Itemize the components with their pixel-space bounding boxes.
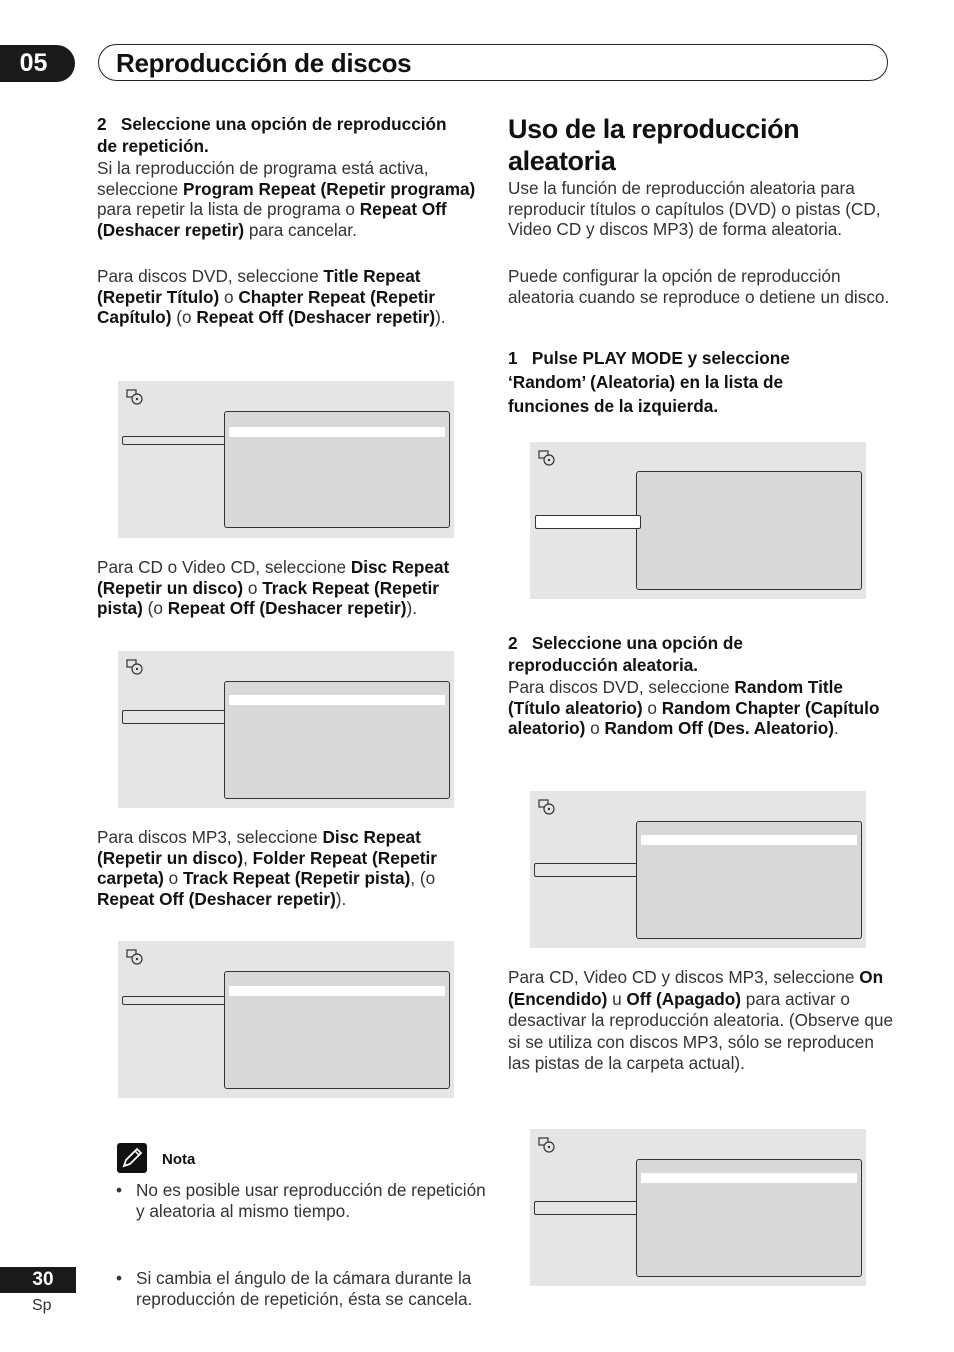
note-item: • No es posible usar reproducción de repetición y aleatoria al mismo tiempo. [116, 1180, 491, 1221]
note-item: • Si cambia el ángulo de la cámara durante la reproducción de repetición, ésta se cancela. [116, 1268, 491, 1309]
section-heading-random: Uso de la reproducción aleatoria [508, 114, 800, 176]
step-2-random: 2 Seleccione una opción de reproducción aleatoria. [508, 633, 743, 675]
osd-selected-option [641, 1173, 857, 1183]
dvd-disc-icon [538, 450, 556, 466]
osd-selected-option [229, 986, 445, 996]
osd-selected-option [229, 695, 445, 705]
osd-function-random-selected [535, 515, 641, 529]
osd-screen-dvd-repeat [118, 381, 454, 538]
osd-function-list-item [122, 436, 228, 445]
language-code: Sp [32, 1297, 52, 1314]
osd-screen-cd-repeat [118, 651, 454, 808]
chapter-number-badge: 05 [0, 45, 75, 82]
dvd-repeat-paragraph: Para discos DVD, seleccione Title Repeat (Repetir Título) o Chapter Repeat (Repetir Capítulo) (o Repeat Off (Deshacer repetir)). [97, 266, 446, 328]
osd-function-list-item [534, 1201, 640, 1215]
dvd-disc-icon [538, 1137, 556, 1153]
osd-function-list-item [122, 710, 228, 724]
dvd-disc-icon [126, 389, 144, 405]
random-dvd-paragraph: Para discos DVD, seleccione Random Title (Título aleatorio) o Random Chapter (Capítulo aleatorio) o Random Off (Des. Aleatorio). [508, 677, 880, 739]
osd-options-panel [636, 471, 862, 590]
osd-selected-option [229, 427, 445, 437]
osd-screen-random-dvd [530, 791, 866, 948]
pencil-note-icon [117, 1143, 147, 1173]
mp3-repeat-paragraph: Para discos MP3, seleccione Disc Repeat (Repetir un disco), Folder Repeat (Repetir carpeta) o Track Repeat (Repetir pista), (o Repeat Off (Deshacer repetir)). [97, 827, 437, 909]
step-2-repeat-title: 2 Seleccione una opción de reproducción de repetición. [97, 114, 447, 156]
page-number: 30 [0, 1267, 76, 1293]
osd-screen-mp3-repeat [118, 941, 454, 1098]
random-intro-paragraph-2: Puede configurar la opción de reproducción aleatoria cuando se reproduce o detiene un disco. [508, 266, 890, 307]
osd-function-list-item [534, 863, 640, 877]
note-heading: Nota [162, 1151, 196, 1168]
dvd-disc-icon [126, 659, 144, 675]
cd-repeat-paragraph: Para CD o Video CD, seleccione Disc Repeat (Repetir un disco) o Track Repeat (Repetir pista) (o Repeat Off (Deshacer repetir)). [97, 557, 450, 619]
osd-screen-random-select [530, 442, 866, 599]
random-cd-paragraph: Para CD, Video CD y discos MP3, seleccione On (Encendido) u Off (Apagado) para activar o desactivar la reproducción aleatoria. (Observe que si se utiliza con discos MP3, sólo se reproducen las pistas de la carpeta actual). [508, 967, 894, 1073]
step-1-random: 1 Pulse PLAY MODE y seleccione ‘Random’ (Aleatoria) en la lista de funciones de la izquierda. [508, 348, 790, 416]
program-repeat-paragraph: Si la reproducción de programa está activa, seleccione Program Repeat (Repetir programa) para repetir la lista de programa o Repeat Off (Deshacer repetir) para cancelar. [97, 158, 476, 240]
dvd-disc-icon [126, 949, 144, 965]
osd-screen-random-cd [530, 1129, 866, 1286]
dvd-disc-icon [538, 799, 556, 815]
osd-function-list-item [122, 996, 228, 1005]
chapter-title: Reproducción de discos [116, 48, 412, 78]
random-intro-paragraph: Use la función de reproducción aleatoria para reproducir títulos o capítulos (DVD) o pistas (CD, Video CD y discos MP3) de forma aleatoria. [508, 178, 881, 240]
osd-selected-option [641, 835, 857, 845]
